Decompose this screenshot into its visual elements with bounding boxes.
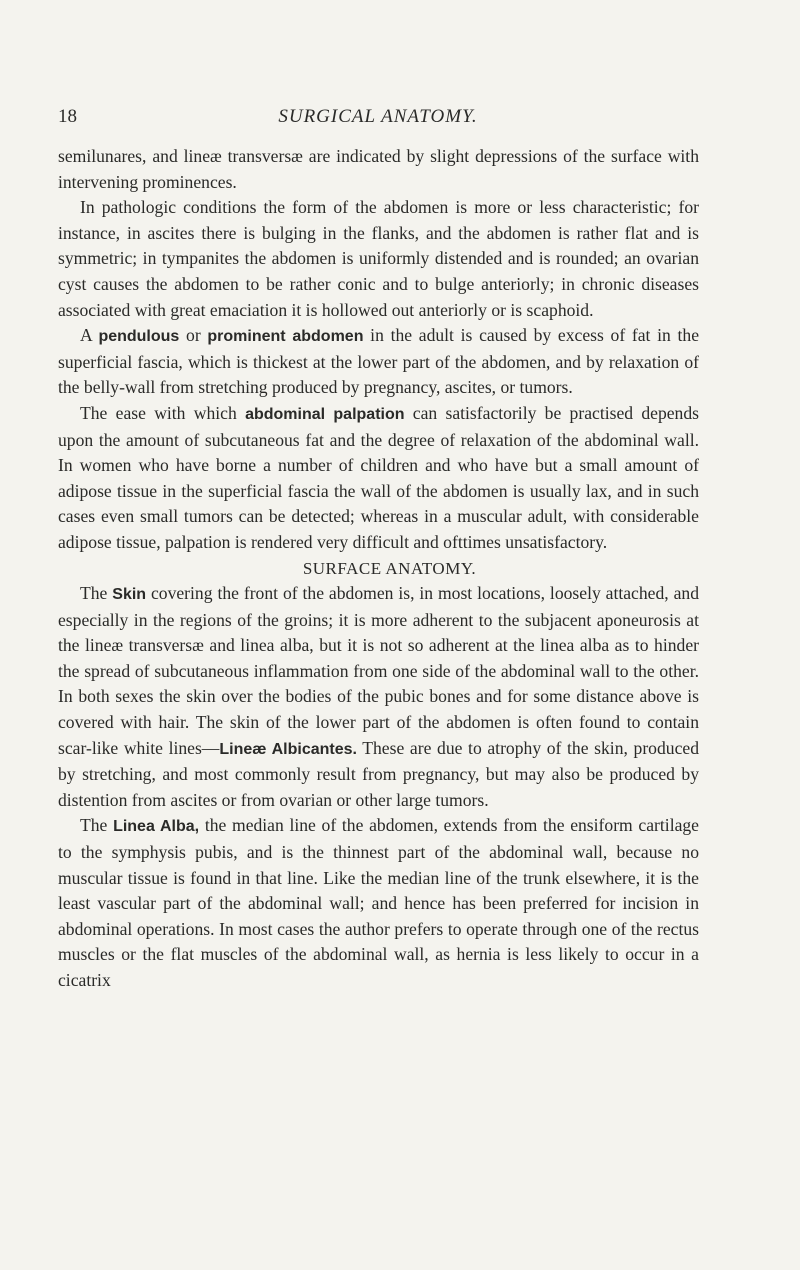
- body-text: [58, 144, 699, 994]
- term-lineae-albicantes: Lineæ Albicantes.: [219, 740, 357, 758]
- paragraph-linea-alba: The Linea Alba, the median line of the abdomen, extends from the ensiform cartilage to the symphysis pubis, and is the thinnest part of the abdominal wall, because no muscular tissue is found in that line. Like the median line of the trunk elsewhere, it is the least vascular part of the abdominal wall; and hence has been preferred for incision in abdominal operations. In most cases the author prefers to operate through one of the rectus muscles or the flat muscles of the abdominal wall, as hernia is less likely to occur in a cicatrix: [58, 815, 699, 990]
- term-abdominal-palpation: abdominal palpation: [245, 405, 405, 423]
- paragraph-skin: The Skin covering the front of the abdomen is, in most locations, loosely attached, and especially in the regions of the groins; it is more adherent to the subjacent aponeurosis at the lineæ transversæ and linea alba, but it is not so adherent at the linea alba as to hinder the spread of subcutaneous inflammation from one side of the abdominal wall to the other. In both sexes the skin over the bodies of the pubic bones and for some distance above is covered with hair. The skin of the lower part of the abdomen is often found to contain scar-like white lines—Lineæ Albicantes. These are due to atrophy of the skin, produced by stretching, and most commonly result from pregnancy, but may also be produced by distention from ascites or from ovarian or other large tumors.: [58, 583, 699, 810]
- term-prominent-abdomen: prominent abdomen: [207, 328, 364, 346]
- running-header: [58, 106, 698, 134]
- term-pendulous: pendulous: [98, 328, 180, 346]
- running-title: SURGICAL ANATOMY.: [278, 106, 478, 127]
- term-linea-alba: Linea Alba,: [113, 818, 200, 836]
- section-heading: SURFACE ANATOMY.: [302, 558, 477, 578]
- page-number: 18: [58, 106, 77, 127]
- term-skin: Skin: [112, 586, 147, 604]
- paragraph-pathologic-conditions: In pathologic conditions the form of the abdomen is more or less characteristic; for instance, in ascites there is bulging in the flanks, and the abdomen is rather flat and is symmetric; in tympanites the abdomen is uniformly distended and is rounded; an ovarian cyst causes the abdomen to be rather conic and to bulge anteriorly; in chronic diseases associated with great emaciation it is hollowed out anteriorly or is scaphoid.: [58, 197, 699, 320]
- paragraph-pendulous-abdomen: A pendulous or prominent abdomen in the adult is caused by excess of fat in the superficial fascia, which is thickest at the lower part of the abdomen, and by relaxation of the belly-wall from stretching produced by pregnancy, ascites, or tumors.: [58, 325, 700, 398]
- paragraph-abdominal-palpation: The ease with which abdominal palpation can satisfactorily be practised depends upon the amount of subcutaneous fat and the degree of relaxation of the abdominal wall. In women who have borne a number of children and who have but a small amount of adipose tissue in the superficial fascia the wall of the abdomen is usually lax, and in such cases even small tumors can be detected; whereas in a muscular adult, with considerable adipose tissue, palpation is rendered very difficult and ofttimes unsatisfactory.: [58, 402, 700, 552]
- paragraph-continuation: semilunares, and lineæ transversæ are indicated by slight depressions of the surface with intervening prominences.: [58, 146, 699, 192]
